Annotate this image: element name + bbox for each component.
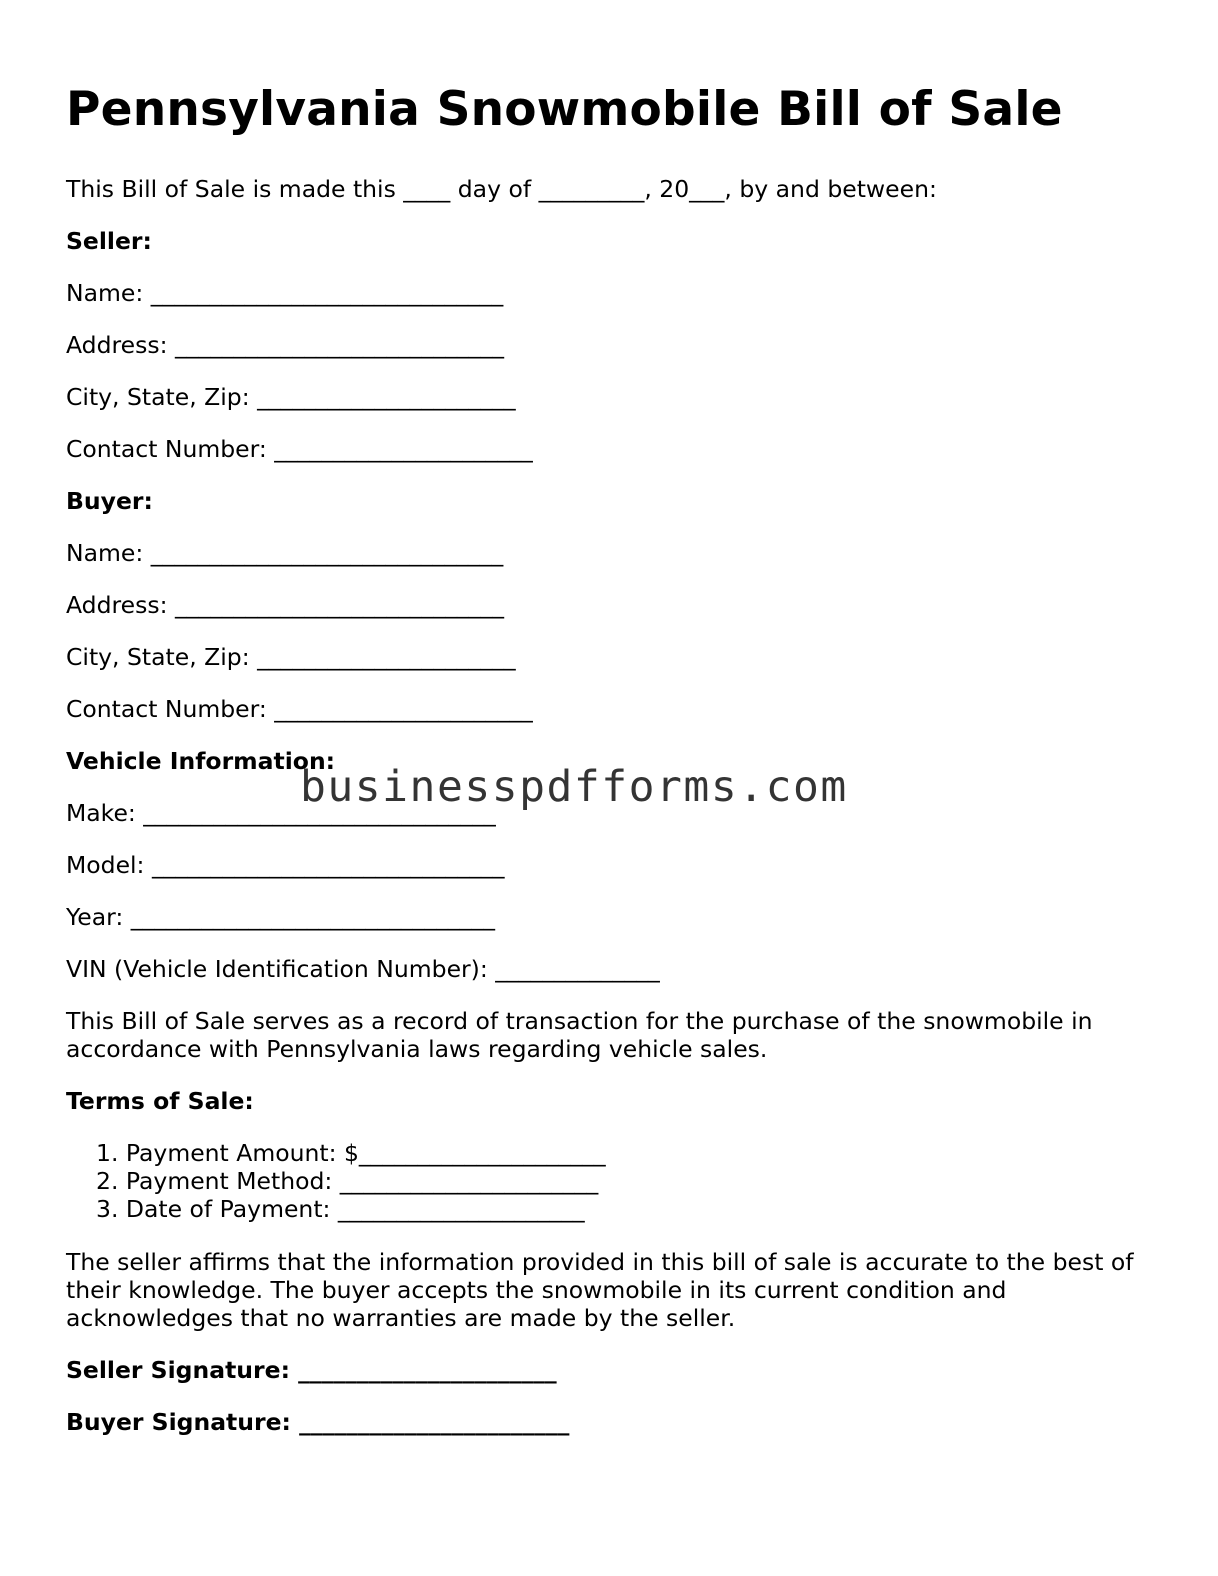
seller-contact-field: Contact Number: ______________________	[66, 435, 533, 463]
seller-address-field: Address: ____________________________	[66, 331, 504, 359]
terms-item-date-of-payment: 3. Date of Payment: _____________________	[96, 1195, 585, 1224]
affirmation-paragraph: The seller affirms that the information provided in this bill of sale is accurate to the best of their knowledge. The buyer accepts the snowmobile in its current condition and acknowledges that no warranties are made by the seller.	[66, 1248, 1134, 1333]
terms-item-payment-method: 2. Payment Method: ______________________	[96, 1167, 599, 1196]
buyer-city-state-zip-field: City, State, Zip: ______________________	[66, 643, 516, 671]
seller-city-state-zip-field: City, State, Zip: ______________________	[66, 383, 516, 411]
vehicle-make-field: Make: ______________________________	[66, 799, 496, 827]
terms-list	[96, 1139, 606, 1224]
vehicle-heading: Vehicle Information:	[66, 747, 336, 775]
buyer-contact-field: Contact Number: ______________________	[66, 695, 533, 723]
terms-item-payment-amount: 1. Payment Amount: $_____________________	[96, 1139, 606, 1167]
record-statement: This Bill of Sale serves as a record of transaction for the purchase of the snowmobile in accordance with Pennsylvania laws regarding vehicle sales.	[66, 1007, 1093, 1064]
seller-heading: Seller:	[66, 227, 152, 255]
vehicle-vin-field: VIN (Vehicle Identification Number): ______________	[66, 955, 660, 983]
vehicle-model-field: Model: ______________________________	[66, 851, 505, 879]
buyer-heading: Buyer:	[66, 487, 153, 515]
intro-line: This Bill of Sale is made this ____ day of _________, 20___, by and between:	[66, 175, 937, 203]
seller-name-field: Name: ______________________________	[66, 279, 504, 307]
watermark: businesspdfforms.com	[300, 762, 848, 812]
buyer-signature-field: Buyer Signature: _______________________	[66, 1408, 570, 1436]
buyer-address-field: Address: ____________________________	[66, 591, 504, 619]
seller-signature-field: Seller Signature: ______________________	[66, 1356, 557, 1384]
page-title: Pennsylvania Snowmobile Bill of Sale	[66, 82, 1063, 137]
vehicle-year-field: Year: _______________________________	[66, 903, 495, 931]
terms-heading: Terms of Sale:	[66, 1087, 254, 1115]
buyer-name-field: Name: ______________________________	[66, 539, 504, 567]
